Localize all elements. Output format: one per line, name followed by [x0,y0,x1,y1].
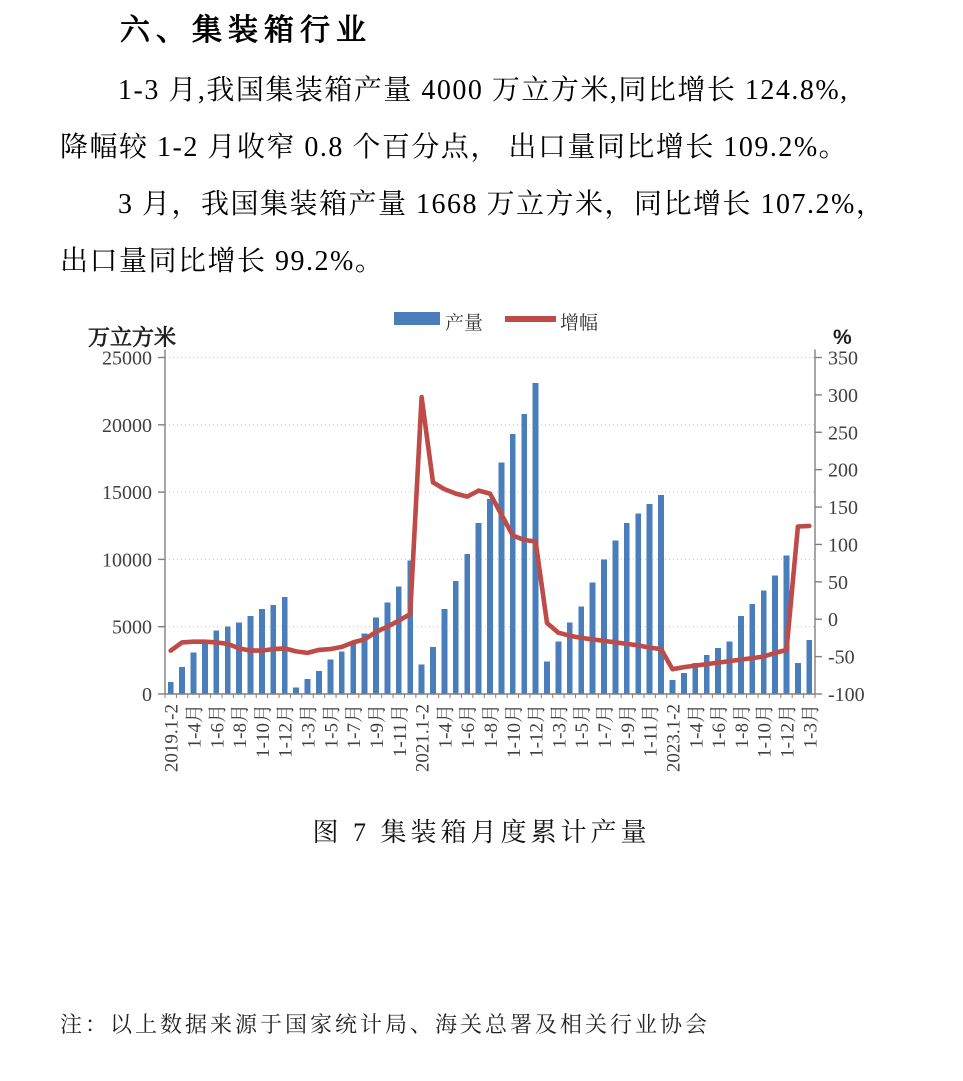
svg-text:1-6月: 1-6月 [207,704,229,749]
svg-text:1-7月: 1-7月 [344,704,366,749]
svg-text:1-5月: 1-5月 [572,704,594,749]
svg-text:0: 0 [828,609,838,632]
svg-text:1-7月: 1-7月 [595,704,617,749]
svg-text:25000: 25000 [102,347,152,370]
svg-text:15000: 15000 [102,482,152,505]
svg-text:1-10月: 1-10月 [252,704,274,758]
svg-text:1-3月: 1-3月 [800,704,822,749]
svg-text:20000: 20000 [102,414,152,437]
left-axis-title: 万立方米 [88,325,177,350]
svg-text:1-11月: 1-11月 [640,704,662,758]
svg-text:1-5月: 1-5月 [321,704,343,749]
source-note: 注：以上数据来源于国家统计局、海关总署及相关行业协会 [60,1012,711,1037]
svg-text:100: 100 [828,534,858,557]
left-axis-labels [102,348,165,707]
svg-text:2019.1-2: 2019.1-2 [161,704,183,773]
svg-text:250: 250 [828,422,858,445]
paragraph-line: 降幅较 1-2 月收窄 0.8 个百分点， 出口量同比增长 109.2%。 [60,132,849,163]
svg-text:300: 300 [828,384,858,407]
svg-text:1-4月: 1-4月 [686,704,708,749]
svg-text:1-8月: 1-8月 [230,704,252,749]
legend-line-label: 增幅 [560,313,599,334]
svg-text:1-9月: 1-9月 [366,704,388,749]
chart-legend [394,312,598,334]
paragraph-line: 1-3 月,我国集装箱产量 4000 万立方米,同比增长 124.8%, [118,75,849,106]
right-axis-title: % [833,326,852,349]
svg-text:1-6月: 1-6月 [709,704,731,749]
svg-text:10000: 10000 [102,549,152,572]
svg-text:1-4月: 1-4月 [184,704,206,749]
svg-text:350: 350 [828,347,858,370]
svg-text:200: 200 [828,459,858,482]
svg-text:2021.1-2: 2021.1-2 [412,704,434,773]
legend-bar-label: 产量 [445,313,484,334]
x-axis-labels [162,704,822,772]
svg-text:50: 50 [828,571,848,594]
svg-text:-100: -100 [828,684,865,706]
figure-caption: 图 7 集装箱月度累计产量 [312,818,651,847]
svg-text:150: 150 [828,497,858,520]
figure-chart [0,298,963,805]
svg-text:-50: -50 [828,646,855,669]
svg-text:1-12月: 1-12月 [275,704,297,758]
svg-text:1-6月: 1-6月 [458,704,480,749]
svg-text:1-11月: 1-11月 [389,704,411,758]
svg-text:1-10月: 1-10月 [754,704,776,758]
paragraph-line: 出口量同比增长 99.2%。 [60,246,385,277]
svg-text:1-12月: 1-12月 [526,704,548,758]
legend-bar-swatch [394,312,440,325]
svg-text:1-12月: 1-12月 [777,704,799,758]
svg-text:0: 0 [142,684,152,706]
svg-text:2023.1-2: 2023.1-2 [663,704,685,773]
svg-text:1-4月: 1-4月 [435,704,457,749]
svg-text:1-9月: 1-9月 [617,704,639,749]
paragraph-line: 3 月，我国集装箱产量 1668 万立方米，同比增长 107.2%， [118,189,886,220]
bar-series [168,383,812,694]
section-heading: 六、集装箱行业 [120,14,372,47]
production-growth-chart [0,298,963,805]
svg-text:1-3月: 1-3月 [549,704,571,749]
svg-text:1-8月: 1-8月 [481,704,502,749]
svg-text:5000: 5000 [112,616,152,639]
body-paragraphs [60,62,910,290]
right-axis-labels [815,348,865,707]
svg-text:1-10月: 1-10月 [503,704,525,758]
svg-text:1-3月: 1-3月 [298,704,320,749]
svg-text:1-8月: 1-8月 [731,704,753,749]
